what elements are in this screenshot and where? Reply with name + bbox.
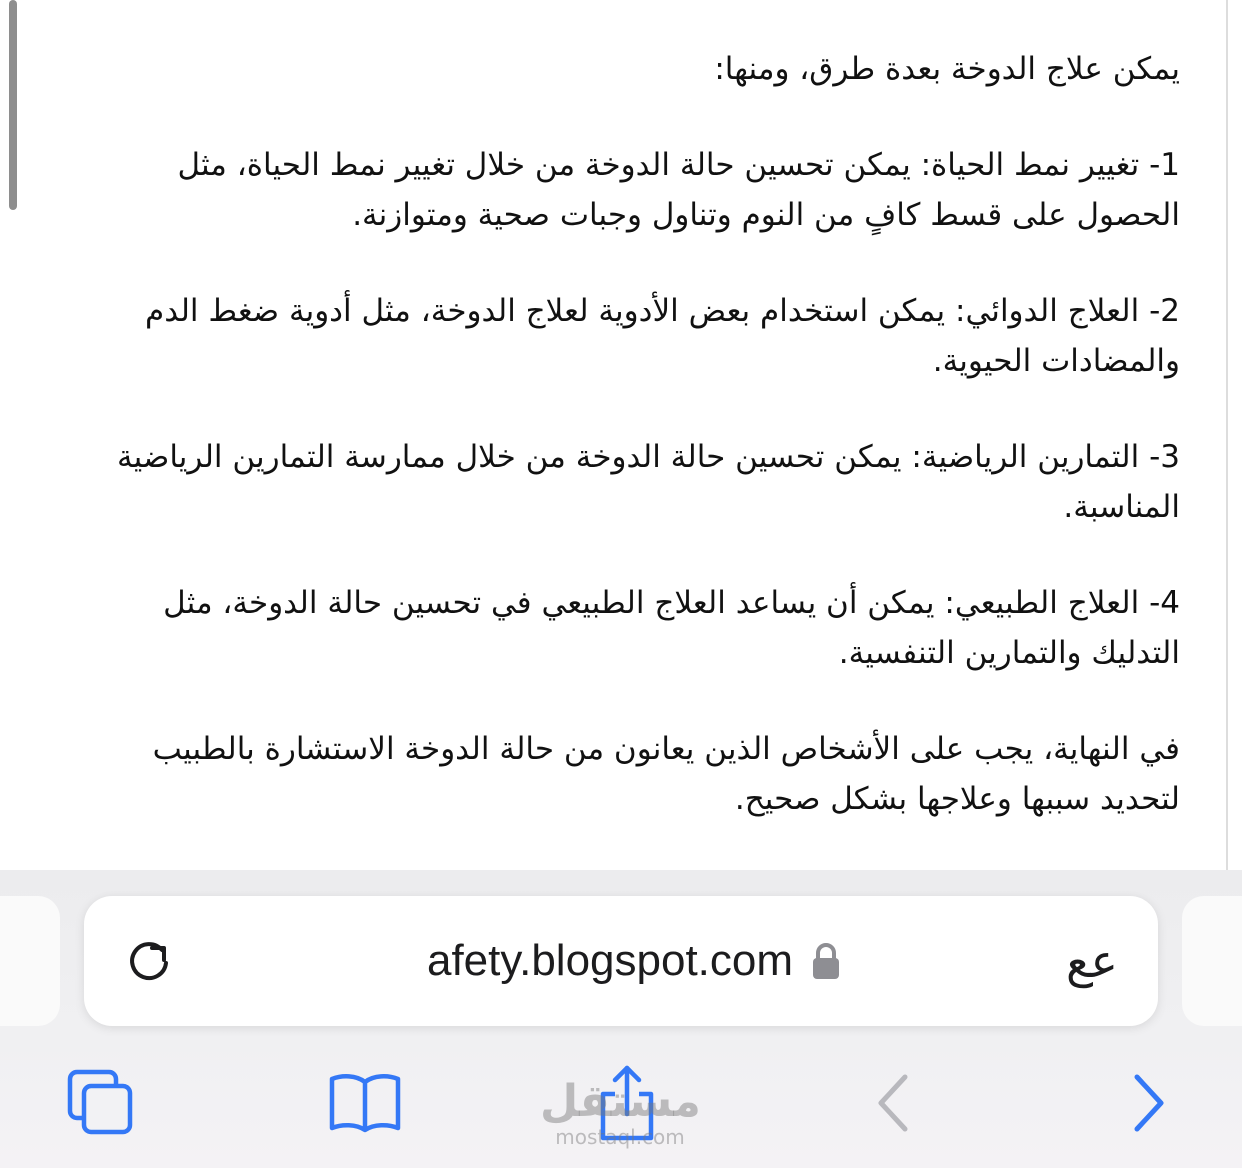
item-lifestyle: 1- تغيير نمط الحياة: يمكن تحسين حالة الدوخة من خلال تغيير نمط الحياة، مثل الحصول على قسط كافٍ من النوم وتناول وجبات صحية ومتوازنة. [177,147,1180,233]
article-text [92,44,1180,870]
item-medication: 2- العلاج الدوائي: يمكن استخدام بعض الأدوية لعلاج الدوخة، مثل أدوية ضغط الدم والمضادات الحيوية. [145,293,1180,379]
address-bar[interactable] [84,896,1158,1026]
tabs-icon [66,1068,136,1142]
url-display[interactable] [284,896,984,1026]
previous-tab-preview[interactable] [0,896,60,1026]
back-button[interactable] [848,1060,938,1150]
watermark [540,1078,700,1148]
lock-icon [811,941,841,981]
conclusion-paragraph: في النهاية، يجب على الأشخاص الذين يعانون من حالة الدوخة الاستشارة بالطبيب لتحديد سببها وعلاجها بشكل صحيح. [152,731,1180,817]
item-exercise: 3- التمارين الرياضية: يمكن تحسين حالة الدوخة من خلال ممارسة التمارين الرياضية المناسبة. [117,439,1180,525]
forward-button[interactable] [1104,1060,1194,1150]
back-icon [873,1073,913,1137]
watermark-latin: mostaql.com [555,1125,685,1149]
tabs-button[interactable] [56,1060,146,1150]
bookmarks-button[interactable] [320,1060,410,1150]
reader-mode-icon[interactable]: ﻋﻊ [1066,934,1118,988]
next-tab-preview[interactable] [1182,896,1242,1026]
watermark-arabic: مستقل [540,1076,701,1127]
intro-paragraph: يمكن علاج الدوخة بعدة طرق، ومنها: [714,51,1180,87]
scrollbar-thumb[interactable] [9,0,17,210]
browser-chrome [0,870,1242,1168]
url-text: afety.blogspot.com [426,936,794,985]
bookmarks-icon [328,1072,402,1138]
item-physiotherapy: 4- العلاج الطبيعي: يمكن أن يساعد العلاج الطبيعي في تحسين حالة الدوخة، مثل التدليك والتمارين التنفسية. [163,585,1180,671]
forward-icon [1129,1073,1169,1137]
reload-icon[interactable] [124,936,174,986]
